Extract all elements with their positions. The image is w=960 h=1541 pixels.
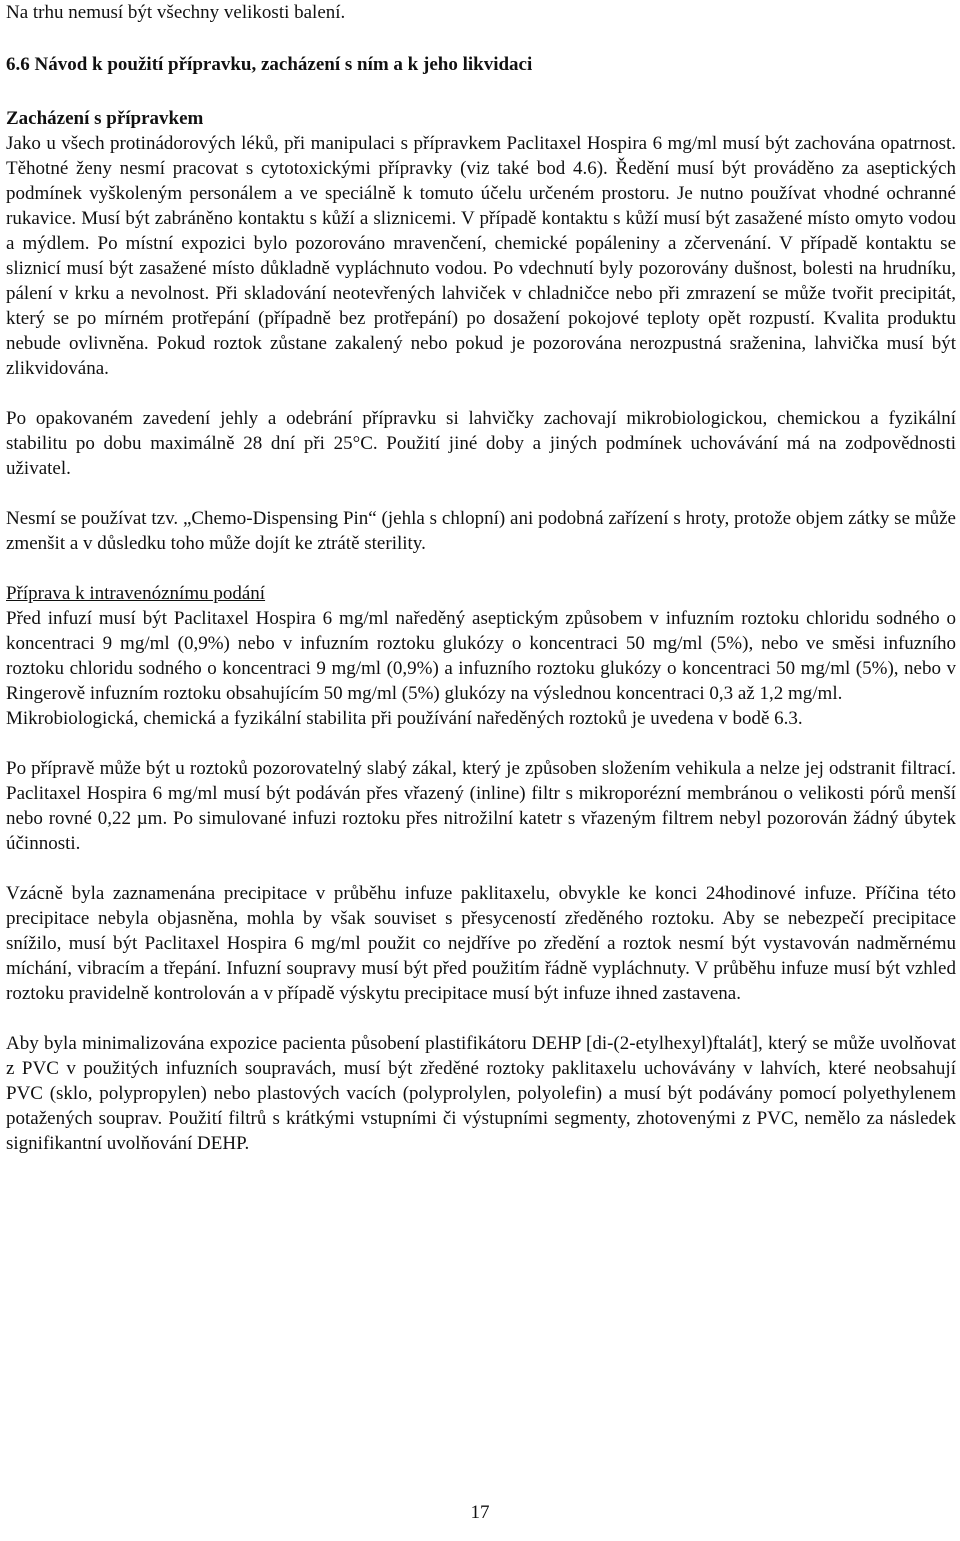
page-number: 17 — [470, 1502, 490, 1523]
preparation-heading: Příprava k intravenóznímu podání — [6, 583, 266, 604]
preparation-paragraph: Před infuzí musí být Paclitaxel Hospira 6 mg/ml naředěný aseptickým způsobem v infuzním roztoku chloridu sodného o koncentraci 9 mg/ml (0,9%) nebo v infuzním roztoku glukózy o koncentraci 50 mg/ml (5%), nebo ve směsi infuzního roztoku chloridu sodného o koncentraci 9 mg/ml (0,9%) a infuzního roztoku glukózy o koncentraci 50 mg/ml (5%), nebo v Ringerově infuzním roztoku obsahujícím 50 mg/ml (5%) glukózy na výslednou koncentraci 0,3 až 1,2 mg/ml. — [6, 608, 956, 704]
filter-paragraph: Po přípravě může být u roztoků pozorovatelný slabý zákal, který je způsoben složením vehikula a nelze jej odstranit filtrací. Paclitaxel Hospira 6 mg/ml musí být podáván přes vřazený (inline) filtr s mikroporézní membránou o velikosti pórů menší nebo rovné 0,22 µm. Po simulované infuzi roztoku přes nitrožilní katetr s vřazeným filtrem nebyl pozorován žádný úbytek účinnosti. — [6, 758, 956, 854]
stability-paragraph: Po opakovaném zavedení jehly a odebrání přípravku si lahvičky zachovají mikrobiologickou, chemickou a fyzikální stabilitu po dobu maximálně 28 dní při 25°C. Použití jiné doby a jiných podmínek uchovávání má na zodpovědnosti uživatel. — [6, 408, 956, 479]
dehp-paragraph: Aby byla minimalizována expozice pacienta působení plastifikátoru DEHP [di-(2-etylhexyl)ftalát], který se může uvolňovat z PVC v použitých infuzních soupravách, musí být zředěné roztoky paklitaxelu uchovávány v lahvích, které neobsahují PVC (sklo, polypropylen) nebo plastových vacích (polyprolylen, polyolefin) a musí být podávány pomocí polyethylenem potažených souprav. Použití filtrů s krátkými vstupními či výstupními segmenty, zhotovenými z PVC, nemělo za následek signifikantní uvolňování DEHP. — [6, 1033, 956, 1154]
dispensing-pin-paragraph: Nesmí se používat tzv. „Chemo-Dispensing Pin“ (jehla s chlopní) ani podobná zařízení s hroty, protože objem zátky se může zmenšit a v důsledku toho může dojít ke ztrátě sterility. — [6, 508, 956, 554]
section-heading: 6.6 Návod k použití přípravku, zacházení s ním a k jeho likvidaci — [6, 54, 533, 75]
handling-paragraph: Jako u všech protinádorových léků, při manipulaci s přípravkem Paclitaxel Hospira 6 mg/ml musí být zachována opatrnost. Těhotné ženy nesmí pracovat s cytotoxickými přípravky (viz také bod 4.6). Ředění musí být prováděno za aseptických podmínek vyškoleným personálem a ve speciálně k tomuto účelu určeném prostoru. Je nutno používat vhodné ochranné rukavice. Musí být zabráněno kontaktu s kůží a sliznicemi. V případě kontaktu s kůží musí být zasažené místo omyto vodou a mýdlem. Po místní expozici bylo pozorováno mravenčení, chemické popáleniny a zčervenání. V případě kontaktu se sliznicí musí být zasažené místo důkladně vypláchnuto vodou. Po vdechnutí byly pozorovány dušnost, bolesti na hrudníku, pálení v krku a nevolnost. Při skladování neotevřených lahviček v chladničce nebo při zmrazení se může tvořit precipitát, který se po mírném protřepání (případně bez protřepání) po dosažení pokojové teploty opět rozpustí. Kvalita produktu nebude ovlivněna. Pokud roztok zůstane zakalený nebo pokud je pozorována nerozpustná sraženina, lahvička musí být zlikvidována. — [6, 133, 956, 379]
pack-sizes-note: Na trhu nemusí být všechny velikosti balení. — [6, 2, 346, 23]
preparation-stability-paragraph: Mikrobiologická, chemická a fyzikální stabilita při používání naředěných roztoků je uvedena v bodě 6.3. — [6, 708, 803, 729]
document-page — [6, 0, 956, 1156]
handling-heading: Zacházení s přípravkem — [6, 108, 204, 129]
precipitation-paragraph: Vzácně byla zaznamenána precipitace v průběhu infuze paklitaxelu, obvykle ke konci 24hodinové infuze. Příčina této precipitace nebyla objasněna, mohla by však souviset s přesyceností zředěného roztoku. Aby se nebezpečí precipitace snížilo, musí být Paclitaxel Hospira 6 mg/ml použit co nejdříve po zředění a roztok nesmí být vystavován nadměrnému míchání, vibracím a třepání. Infuzní soupravy musí být před použitím řádně vypláchnuty. V průběhu infuze musí být vzhled roztoku pravidelně kontrolován a v případě výskytu precipitace musí být infuze ihned zastavena. — [6, 883, 956, 1004]
